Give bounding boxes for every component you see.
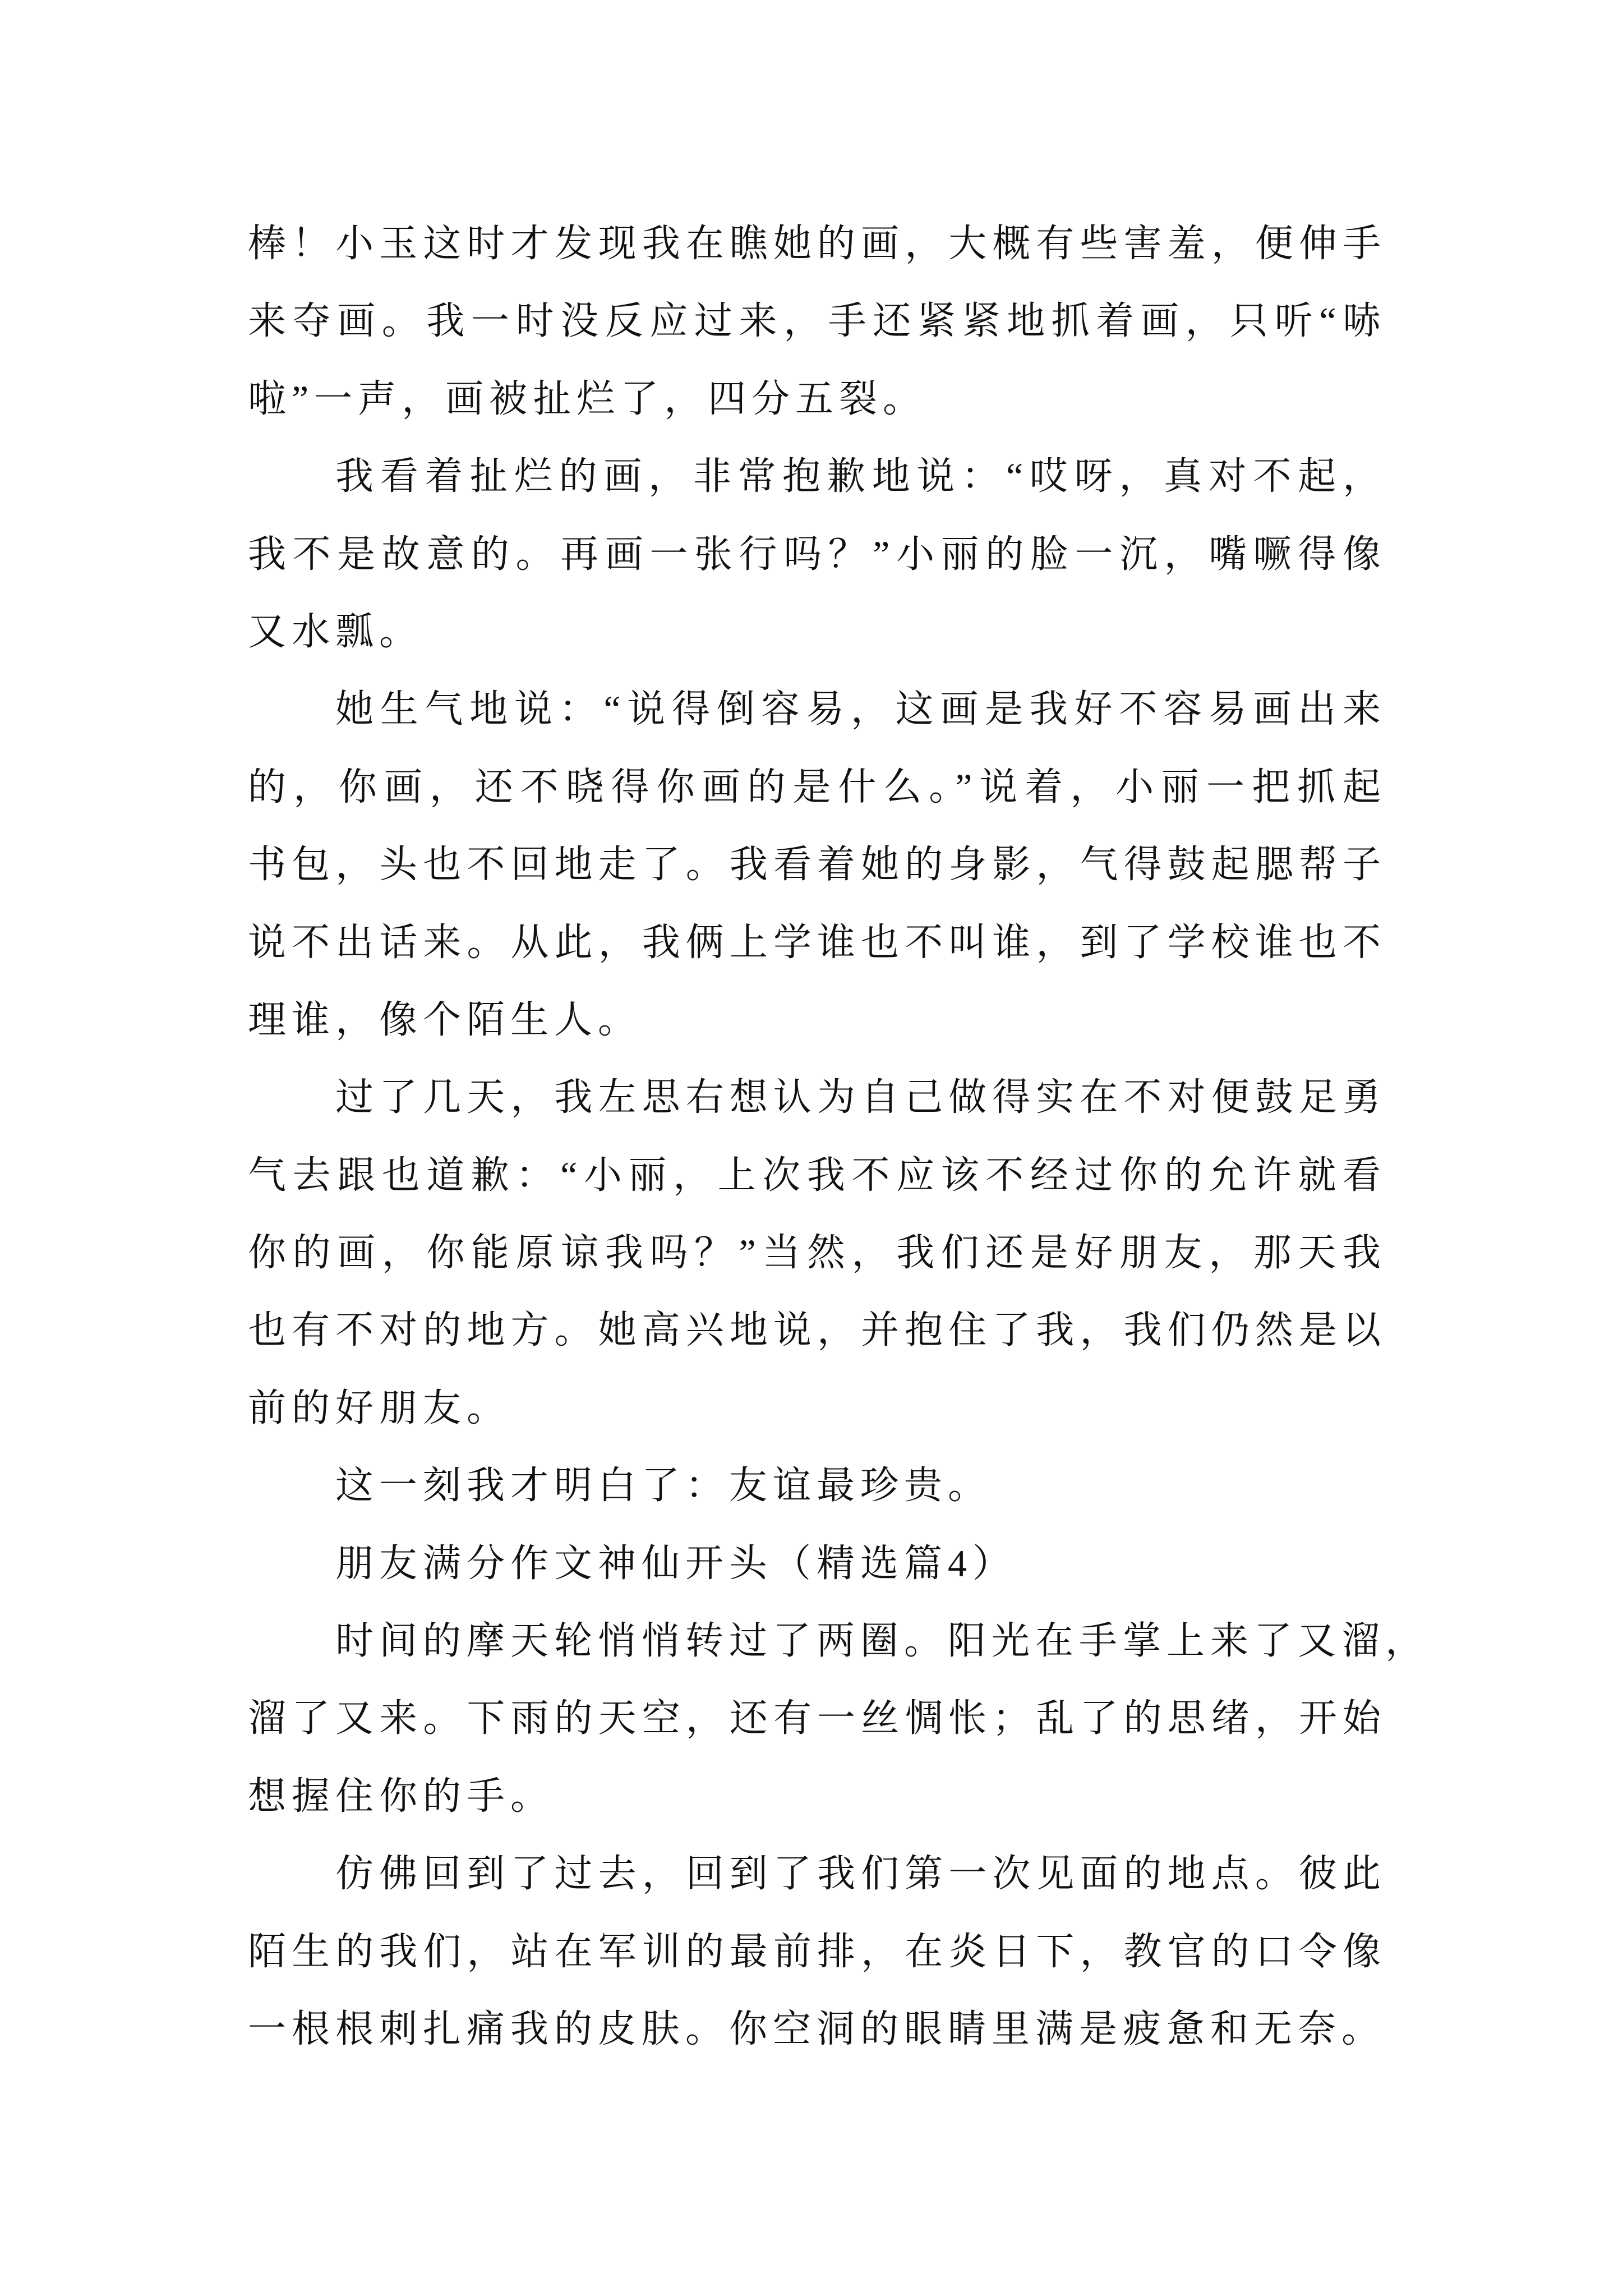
- text-line: 我看着扯烂的画，非常抱歉地说：“哎呀，真对不起，: [335, 455, 1386, 498]
- text-line: 书包，头也不回地走了。我看着她的身影，气得鼓起腮帮子: [248, 843, 1386, 886]
- text-line: 说不出话来。从此，我俩上学谁也不叫谁，到了学校谁也不: [248, 921, 1386, 964]
- text-line: 棒！小玉这时才发现我在瞧她的画，大概有些害羞，便伸手: [248, 222, 1386, 265]
- text-line: 也有不对的地方。她高兴地说，并抱住了我，我们仍然是以: [248, 1309, 1386, 1352]
- text-line: 她生气地说：“说得倒容易，这画是我好不容易画出来: [335, 688, 1386, 731]
- paragraph: [248, 1835, 1448, 2068]
- paragraph: [248, 438, 1448, 670]
- text-line: 啦”一声，画被扯烂了，四分五裂。: [248, 377, 927, 420]
- text-line: 朋友满分作文神仙开头（精选篇4）: [335, 1542, 1017, 1585]
- section-heading: [248, 1525, 1448, 1602]
- paragraph: [248, 1447, 1448, 1524]
- text-line: 仿佛回到了过去，回到了我们第一次见面的地点。彼此: [335, 1852, 1386, 1895]
- text-line: 一根根刺扎痛我的皮肤。你空洞的眼睛里满是疲惫和无奈。: [248, 2007, 1386, 2050]
- text-line: 前的好朋友。: [248, 1386, 511, 1429]
- text-line: 想握住你的手。: [248, 1774, 555, 1818]
- text-line: 我不是故意的。再画一张行吗？”小丽的脸一沉，嘴噘得像: [248, 532, 1386, 576]
- paragraph: [248, 1059, 1448, 1447]
- text-line: 的，你画，还不晓得你画的是什么。”说着，小丽一把抓起: [248, 765, 1386, 808]
- text-line: 气去跟也道歉：“小丽，上次我不应该不经过你的允许就看: [248, 1153, 1386, 1197]
- paragraph: [248, 670, 1448, 1059]
- text-line: 过了几天，我左思右想认为自己做得实在不对便鼓足勇: [335, 1076, 1386, 1119]
- text-line: 你的画，你能原谅我吗？”当然，我们还是好朋友，那天我: [248, 1231, 1386, 1274]
- paragraph: [248, 205, 1448, 438]
- text-line: 这一刻我才明白了：友谊最珍贵。: [335, 1464, 992, 1507]
- text-line: 溜了又来。下雨的天空，还有一丝惆怅；乱了的思绪，开始: [248, 1697, 1386, 1740]
- text-line: 陌生的我们，站在军训的最前排，在炎日下，教官的口令像: [248, 1930, 1386, 1973]
- text-line: 又水瓢。: [248, 610, 423, 653]
- paragraph: [248, 1602, 1448, 1835]
- text-line: 来夺画。我一时没反应过来，手还紧紧地抓着画，只听“哧: [248, 300, 1386, 343]
- document-body: [248, 205, 1448, 2068]
- text-line: 时间的摩天轮悄悄转过了两圈。阳光在手掌上来了又溜，: [335, 1619, 1430, 1663]
- text-line: 理谁，像个陌生人。: [248, 998, 642, 1041]
